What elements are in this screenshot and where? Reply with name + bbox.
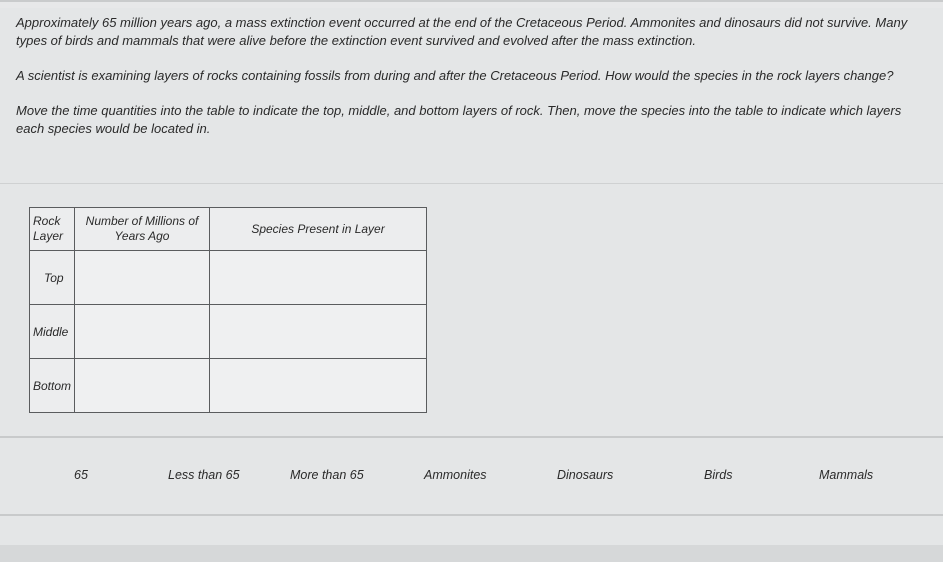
choice-more-than-65[interactable]: More than 65 — [290, 468, 364, 482]
choice-mammals[interactable]: Mammals — [819, 468, 874, 482]
prompt-paragraph-2: A scientist is examining layers of rocks containing fossils from during and after the Cretaceous Period. How would the species in the rock layers change? — [16, 68, 894, 83]
row-label-top: Top — [30, 251, 75, 305]
drop-zone-bottom-years[interactable] — [75, 359, 210, 413]
drop-zone-middle-years[interactable] — [75, 305, 210, 359]
question-prompt — [16, 14, 921, 155]
choice-ammonites[interactable]: Ammonites — [424, 468, 487, 482]
drop-zone-top-years[interactable] — [75, 251, 210, 305]
section-divider — [0, 183, 943, 184]
row-label-middle: Middle — [30, 305, 75, 359]
rock-layer-table — [29, 207, 427, 413]
choice-65[interactable]: 65 — [74, 468, 88, 482]
table-header-row — [30, 208, 427, 251]
answer-bank — [0, 438, 943, 514]
drop-zone-top-species[interactable] — [210, 251, 427, 305]
prompt-paragraph-3: Move the time quantities into the table to indicate the top, middle, and bottom layers of rock. Then, move the species into the table to indicate which layers each species would be located in. — [16, 103, 902, 136]
drop-zone-bottom-species[interactable] — [210, 359, 427, 413]
top-border — [0, 0, 943, 8]
row-label-bottom: Bottom — [30, 359, 75, 413]
table-row — [30, 359, 427, 413]
answer-bank-bottom-border — [0, 514, 943, 516]
prompt-paragraph-1: Approximately 65 million years ago, a mass extinction event occurred at the end of the Cretaceous Period. Ammonites and dinosaurs did not survive. Many types of birds and mammals that were alive before the extinction event survived and evolved after the mass extinction. — [16, 15, 908, 48]
header-rock-layer: Rock Layer — [30, 208, 75, 251]
choice-less-than-65[interactable]: Less than 65 — [168, 468, 240, 482]
table-row — [30, 305, 427, 359]
header-species-present: Species Present in Layer — [210, 208, 427, 251]
choice-dinosaurs[interactable]: Dinosaurs — [557, 468, 614, 482]
header-millions-of-years: Number of Millions of Years Ago — [75, 208, 210, 251]
table-row — [30, 251, 427, 305]
drop-zone-middle-species[interactable] — [210, 305, 427, 359]
choice-birds[interactable]: Birds — [704, 468, 733, 482]
footer-band — [0, 545, 943, 562]
